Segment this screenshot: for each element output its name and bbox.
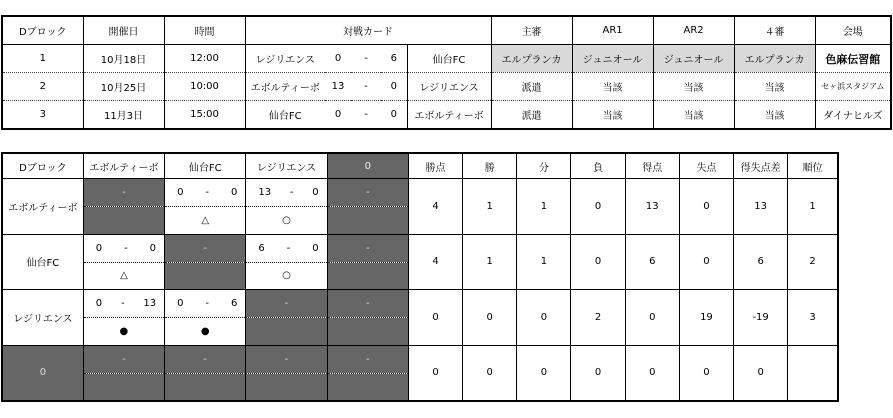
header-draws: 分: [517, 153, 571, 179]
score-dash: -: [364, 109, 368, 120]
points: 4: [408, 234, 462, 289]
header-venue: 会場: [815, 16, 891, 45]
result-score: [165, 290, 246, 318]
dash: -: [124, 242, 128, 254]
match-time: 10:00: [164, 73, 245, 101]
header-team-1: エボルティーボ: [83, 153, 164, 179]
rank: 1: [788, 179, 838, 234]
venue: 色麻伝習館: [815, 45, 891, 73]
result-score: [246, 179, 327, 207]
match-no: 1: [2, 45, 83, 73]
result-mark: [83, 373, 164, 401]
goals-for: 13: [625, 179, 679, 234]
goals-a: 13: [258, 187, 272, 199]
header-referee: 主審: [491, 16, 572, 45]
header-goals-for: 得点: [625, 153, 679, 179]
goals-a: 6: [258, 242, 265, 254]
result-mark: [246, 318, 327, 345]
goals-b: 13: [143, 298, 157, 310]
team-row-top: [2, 234, 838, 262]
points: 4: [408, 179, 462, 234]
team-name: エボルティーボ: [2, 179, 83, 234]
ar2: 当該: [653, 101, 734, 130]
header-losses: 負: [571, 153, 625, 179]
header-time: 時間: [164, 16, 245, 45]
result-cell: -: [327, 345, 408, 373]
dash: -: [205, 187, 209, 199]
fourth-official: 当該: [734, 101, 815, 130]
goals-for: 6: [625, 234, 679, 289]
result-mark: [83, 207, 164, 234]
header-goal-diff: 得失点差: [734, 153, 788, 179]
match-time: 12:00: [164, 45, 245, 73]
result-cell: -: [327, 290, 408, 318]
result-cell: -: [165, 345, 246, 373]
draws: 1: [517, 234, 571, 289]
away-team: エボルティーボ: [407, 101, 491, 130]
result-mark: △: [83, 262, 164, 289]
rank: [788, 345, 838, 401]
referee: エルプランカ: [491, 45, 572, 73]
result-score: [83, 234, 164, 262]
header-ar2: AR2: [653, 16, 734, 45]
match-date: 11月3日: [83, 101, 164, 130]
ar1: 当該: [572, 101, 653, 130]
header-date: 開催日: [83, 16, 164, 45]
goal-diff: -19: [734, 290, 788, 345]
wins: 1: [463, 179, 517, 234]
result-cell: -: [83, 345, 164, 373]
losses: 0: [571, 234, 625, 289]
dash: -: [289, 187, 294, 199]
goals-against: 19: [679, 290, 733, 345]
goals-a: 0: [177, 298, 184, 310]
result-mark: [327, 262, 408, 289]
home-score: 13: [331, 81, 345, 92]
goals-b: 6: [230, 298, 238, 310]
fourth-official: 当該: [734, 73, 815, 101]
fourth-official: エルプランカ: [734, 45, 815, 73]
result-mark: [246, 373, 327, 401]
away-score: 0: [390, 109, 397, 120]
result-mark: ●: [165, 318, 246, 345]
goals-against: 0: [679, 345, 733, 401]
draws: 1: [517, 179, 571, 234]
score-dash: -: [364, 53, 368, 64]
team-name: 仙台FC: [2, 234, 83, 289]
result-mark: △: [165, 207, 246, 234]
result-cell: -: [246, 290, 327, 318]
result-mark: ○: [246, 262, 327, 289]
header-block: Dブロック: [2, 153, 83, 179]
team-row-top: [2, 290, 838, 318]
points: 0: [408, 345, 462, 401]
header-rank: 順位: [788, 153, 838, 179]
result-score: [165, 179, 246, 207]
header-team-2: 仙台FC: [165, 153, 246, 179]
draws: 0: [517, 290, 571, 345]
wins: 1: [463, 234, 517, 289]
schedule-row: [2, 45, 891, 73]
goals-b: 0: [312, 187, 319, 199]
match-time: 15:00: [164, 101, 245, 130]
schedule-row: [2, 101, 891, 130]
home-team: 仙台FC: [245, 101, 325, 130]
goal-diff: 0: [734, 345, 788, 401]
goal-diff: 13: [734, 179, 788, 234]
result-cell: -: [327, 234, 408, 262]
dash: -: [205, 298, 209, 310]
result-mark: [165, 262, 246, 289]
goals-for: 0: [625, 290, 679, 345]
away-team: レジリエンス: [407, 73, 491, 101]
result-mark: ○: [246, 207, 327, 234]
result-cell: -: [165, 234, 246, 262]
home-score: 0: [334, 109, 342, 120]
header-block: Dブロック: [2, 16, 83, 45]
away-team: 仙台FC: [407, 45, 491, 73]
header-card: 対戦カード: [245, 16, 491, 45]
schedule-header-row: [2, 16, 891, 45]
ar1: 当該: [572, 73, 653, 101]
home-team: レジリエンス: [245, 45, 325, 73]
result-mark: [327, 373, 408, 401]
home-score: 0: [334, 53, 342, 64]
goals-against: 0: [679, 234, 733, 289]
team-name: 0: [2, 345, 83, 401]
header-fourth: ４審: [734, 16, 815, 45]
schedule-row: [2, 73, 891, 101]
venue: ダイナヒルズ: [815, 101, 891, 130]
header-team-4: 0: [327, 153, 408, 179]
goals-b: 0: [312, 242, 319, 254]
header-wins: 勝: [463, 153, 517, 179]
header-ar1: AR1: [572, 16, 653, 45]
result-score: [83, 290, 164, 318]
goal-diff: 6: [734, 234, 788, 289]
match-date: 10月18日: [83, 45, 164, 73]
match-date: 10月25日: [83, 73, 164, 101]
result-score: [246, 234, 327, 262]
losses: 2: [571, 290, 625, 345]
goals-against: 0: [679, 179, 733, 234]
away-score: 0: [390, 81, 397, 92]
result-mark: [327, 207, 408, 234]
points: 0: [408, 290, 462, 345]
goals-a: 0: [95, 242, 103, 254]
goals-for: 0: [625, 345, 679, 401]
team-row-top: [2, 179, 838, 207]
match-no: 3: [2, 101, 83, 130]
team-name: レジリエンス: [2, 290, 83, 345]
goals-a: 0: [95, 298, 103, 310]
standings-header-row: [2, 153, 838, 179]
result-cell: -: [83, 179, 164, 207]
ar2: ジュニオール: [653, 45, 734, 73]
header-team-3: レジリエンス: [246, 153, 327, 179]
match-no: 2: [2, 73, 83, 101]
away-score: 6: [390, 53, 397, 64]
losses: 0: [571, 179, 625, 234]
goals-b: 0: [230, 187, 238, 199]
ar2: 当該: [653, 73, 734, 101]
wins: 0: [463, 345, 517, 401]
schedule-table: [1, 15, 892, 130]
wins: 0: [463, 290, 517, 345]
rank: 3: [788, 290, 838, 345]
draws: 0: [517, 345, 571, 401]
score-dash: -: [364, 81, 368, 92]
goals-a: 0: [177, 187, 184, 199]
result-cell: -: [246, 345, 327, 373]
header-points: 勝点: [408, 153, 462, 179]
referee: 派遣: [491, 101, 572, 130]
standings-table: [1, 152, 839, 402]
result-mark: ●: [83, 318, 164, 345]
referee: 派遣: [491, 73, 572, 101]
rank: 2: [788, 234, 838, 289]
header-goals-against: 失点: [679, 153, 733, 179]
losses: 0: [571, 345, 625, 401]
venue: セヶ浜スタジアム: [815, 73, 891, 101]
ar1: ジュニオール: [572, 45, 653, 73]
team-row-top: [2, 345, 838, 373]
dash: -: [120, 298, 125, 310]
home-team: エボルティーボ: [245, 73, 325, 101]
goals-b: 0: [149, 242, 157, 254]
dash: -: [286, 242, 291, 254]
result-mark: [165, 373, 246, 401]
result-cell: -: [327, 179, 408, 207]
result-mark: [327, 318, 408, 345]
